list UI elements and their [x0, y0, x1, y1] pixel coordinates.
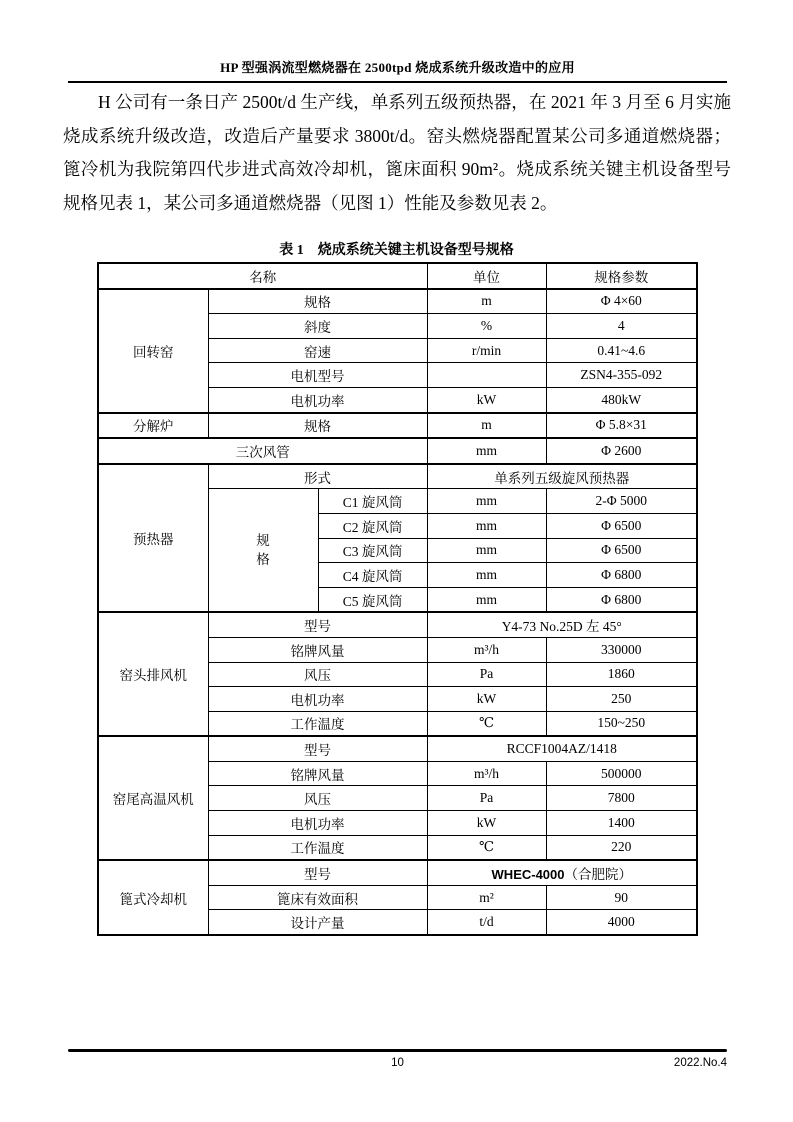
row-unit-cell: mm: [427, 563, 546, 588]
row-name-cell: 窑速: [208, 338, 427, 363]
issue-label: 2022.No.4: [673, 1057, 727, 1069]
row-unit-cell: [427, 363, 546, 388]
group-cell-rotary-kiln: 回转窑: [98, 289, 208, 413]
row-unit-cell: kW: [427, 687, 546, 712]
group-cell-kiln-head-fan: 窑头排风机: [98, 612, 208, 736]
row-unit-cell: m³/h: [427, 761, 546, 786]
vertical-spec-label: 规格: [256, 532, 270, 568]
row-name-cell-tertiary: 三次风管: [98, 438, 427, 464]
model-value-emphasis: WHEC-4000: [491, 867, 565, 883]
row-name-cell: 电机型号: [208, 363, 427, 388]
row-unit-cell: mm: [427, 438, 546, 464]
row-name-cell: 风压: [208, 786, 427, 811]
header-rule: [68, 81, 727, 83]
group-cell-grate-cooler: 篦式冷却机: [98, 860, 208, 935]
table-row: [98, 860, 697, 885]
row-name-cell: 斜度: [208, 314, 427, 339]
row-name-cell: 工作温度: [208, 835, 427, 860]
table-header-row: [98, 263, 697, 289]
subgroup-cell-spec: [208, 489, 318, 612]
row-name-cell: 型号: [208, 736, 427, 761]
row-value-cell: Φ 4×60: [546, 289, 697, 314]
row-unit-cell: Pa: [427, 662, 546, 687]
running-header-title: HP 型强涡流型燃烧器在 2500tpd 烧成系统升级改造中的应用: [220, 60, 575, 75]
row-unit-cell: m: [427, 289, 546, 314]
row-value-cell-merged: [427, 860, 697, 885]
header-unit: 单位: [427, 263, 546, 289]
row-name-cell: 工作温度: [208, 711, 427, 736]
table-row: [98, 289, 697, 314]
row-name-cell: C3 旋风筒: [318, 538, 427, 563]
row-unit-cell: kW: [427, 387, 546, 412]
row-name-cell: 电机功率: [208, 811, 427, 836]
row-unit-cell: m²: [427, 885, 546, 910]
row-name-cell: 规格: [208, 289, 427, 314]
table-row: [98, 413, 697, 439]
row-unit-cell: t/d: [427, 910, 546, 935]
table-caption: 表 1 烧成系统关键主机设备型号规格: [279, 243, 514, 258]
row-value-cell: 250: [546, 687, 697, 712]
row-value-cell: 2-Φ 5000: [546, 489, 697, 514]
row-unit-cell: mm: [427, 489, 546, 514]
row-name-cell: C4 旋风筒: [318, 563, 427, 588]
row-value-cell: Φ 6500: [546, 538, 697, 563]
table-row: [98, 612, 697, 637]
page-number: 10: [391, 1057, 404, 1069]
group-cell-kiln-tail-fan: 窑尾高温风机: [98, 736, 208, 860]
row-value-cell: 1860: [546, 662, 697, 687]
row-value-cell: 500000: [546, 761, 697, 786]
row-name-cell: 铭牌风量: [208, 761, 427, 786]
row-value-cell: 150~250: [546, 711, 697, 736]
row-value-cell-merged: Y4-73 No.25D 左 45°: [427, 612, 697, 637]
row-name-cell: 设计产量: [208, 910, 427, 935]
row-unit-cell: Pa: [427, 786, 546, 811]
row-name-cell: 风压: [208, 662, 427, 687]
row-value-cell: 330000: [546, 637, 697, 662]
row-name-cell: 电机功率: [208, 687, 427, 712]
header-spec: 规格参数: [546, 263, 697, 289]
row-name-cell: C1 旋风筒: [318, 489, 427, 514]
row-value-cell: Φ 6500: [546, 513, 697, 538]
row-name-cell: 规格: [208, 413, 427, 439]
row-value-cell: Φ 2600: [546, 438, 697, 464]
row-unit-cell: m³/h: [427, 637, 546, 662]
row-name-cell: 篦床有效面积: [208, 885, 427, 910]
row-name-cell: 型号: [208, 860, 427, 885]
footer-rule: [68, 1049, 727, 1052]
row-value-cell: 220: [546, 835, 697, 860]
row-value-cell: 90: [546, 885, 697, 910]
model-value-suffix: （合肥院）: [564, 867, 632, 883]
row-unit-cell: ℃: [427, 835, 546, 860]
table-row: [98, 438, 697, 464]
row-unit-cell: mm: [427, 587, 546, 612]
row-name-cell: 铭牌风量: [208, 637, 427, 662]
row-name-cell: C5 旋风筒: [318, 587, 427, 612]
row-name-cell: 型号: [208, 612, 427, 637]
row-value-cell-merged: RCCF1004AZ/1418: [427, 736, 697, 761]
row-value-cell: 7800: [546, 786, 697, 811]
row-value-cell: Φ 5.8×31: [546, 413, 697, 439]
table-row: [98, 736, 697, 761]
row-unit-cell: m: [427, 413, 546, 439]
row-value-cell-merged: 单系列五级旋风预热器: [427, 464, 697, 489]
spec-table: [97, 262, 698, 936]
row-unit-cell: ℃: [427, 711, 546, 736]
row-value-cell: ZSN4-355-092: [546, 363, 697, 388]
header-name: 名称: [98, 263, 427, 289]
row-unit-cell: kW: [427, 811, 546, 836]
row-value-cell: 480kW: [546, 387, 697, 412]
row-unit-cell: mm: [427, 513, 546, 538]
row-unit-cell: r/min: [427, 338, 546, 363]
row-value-cell: 0.41~4.6: [546, 338, 697, 363]
row-value-cell: 1400: [546, 811, 697, 836]
group-cell-calciner: 分解炉: [98, 413, 208, 439]
row-unit-cell: mm: [427, 538, 546, 563]
row-value-cell: Φ 6800: [546, 563, 697, 588]
row-value-cell: 4000: [546, 910, 697, 935]
row-value-cell: 4: [546, 314, 697, 339]
table-row: [98, 464, 697, 489]
row-name-cell: C2 旋风筒: [318, 513, 427, 538]
group-cell-preheater: 预热器: [98, 464, 208, 613]
body-paragraph: H 公司有一条日产 2500t/d 生产线，单系列五级预热器，在 2021 年 3 月至 6 月实施烧成系统升级改造，改造后产量要求 3800t/d。窑头燃烧器配置某公司多通道燃烧器；篦冷机为我院第四代步进式高效冷却机，篦床面积 90m²。烧成系统关键主机设备型号规格见表 1，某公司多通道燃烧器（见图 1）性能及参数见表 2。: [63, 92, 731, 213]
row-name-cell: 形式: [208, 464, 427, 489]
row-unit-cell: %: [427, 314, 546, 339]
row-value-cell: Φ 6800: [546, 587, 697, 612]
row-name-cell: 电机功率: [208, 387, 427, 412]
